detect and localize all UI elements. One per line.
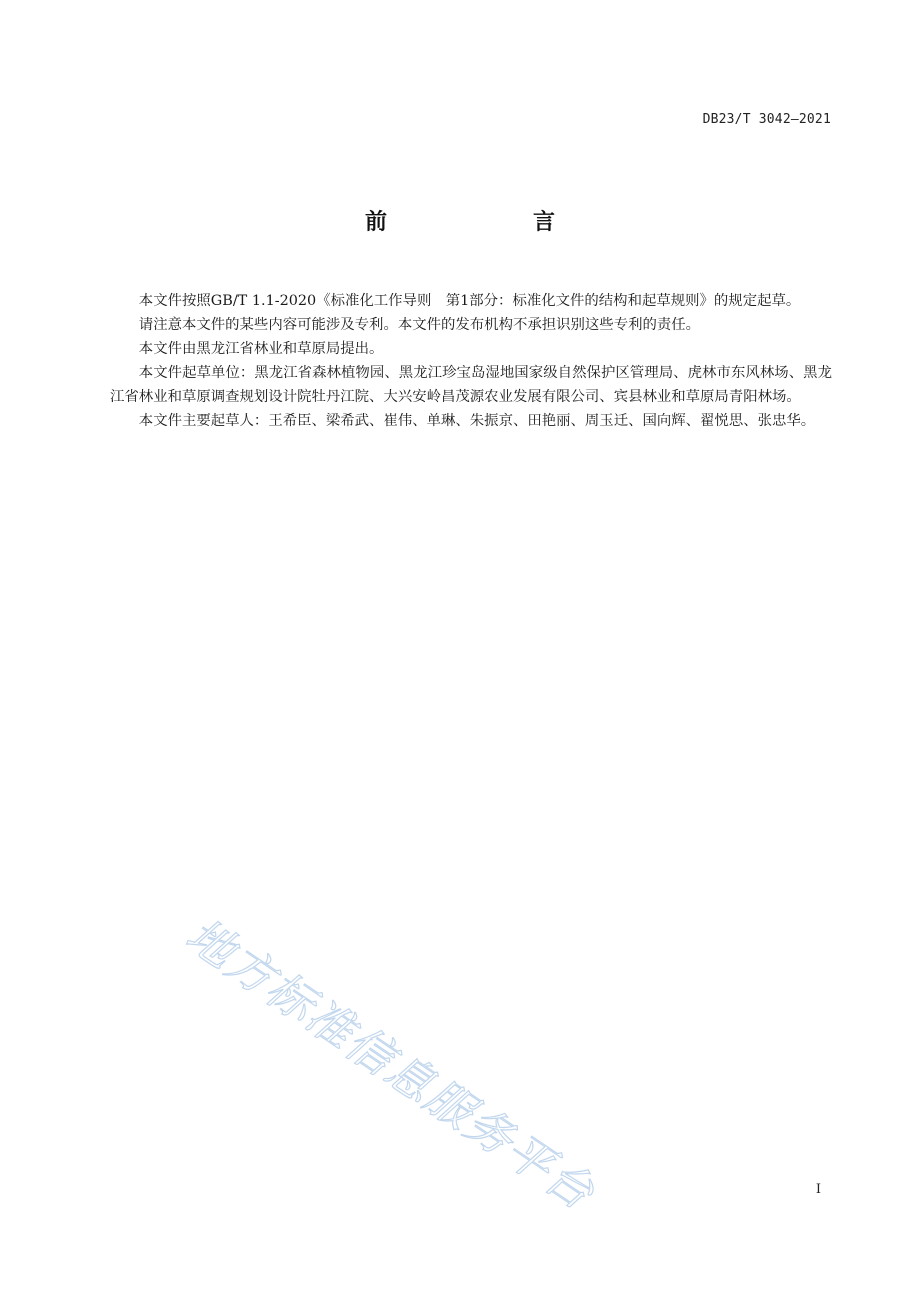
paragraph-standard-basis: 本文件按照GB/T 1.1-2020《标准化工作导则 第1部分：标准化文件的结构和起草规则》的规定起草。 bbox=[138, 293, 801, 309]
document-code: DB23/T 3042—2021 bbox=[702, 112, 831, 127]
page-number: I bbox=[815, 1182, 821, 1197]
foreword-body bbox=[110, 289, 832, 433]
watermark: 地方标准信息服务平台 bbox=[176, 907, 605, 1221]
paragraph-drafters: 本文件主要起草人：王希臣、梁希武、崔伟、单琳、朱振京、田艳丽、周玉迁、国向辉、翟悦思、张忠华。 bbox=[138, 413, 816, 429]
paragraph-drafting-units: 本文件起草单位：黑龙江省森林植物园、黑龙江珍宝岛湿地国家级自然保护区管理局、虎林市东风林场、黑龙江省林业和草原调查规划设计院牡丹江院、大兴安岭昌茂源农业发展有限公司、宾县林业和草原局青阳林场。 bbox=[110, 365, 832, 405]
paragraph-patent-notice: 请注意本文件的某些内容可能涉及专利。本文件的发布机构不承担识别这些专利的责任。 bbox=[138, 317, 701, 333]
paragraph-proposer: 本文件由黑龙江省林业和草原局提出。 bbox=[138, 341, 384, 357]
section-title: 前 言 bbox=[364, 210, 617, 235]
